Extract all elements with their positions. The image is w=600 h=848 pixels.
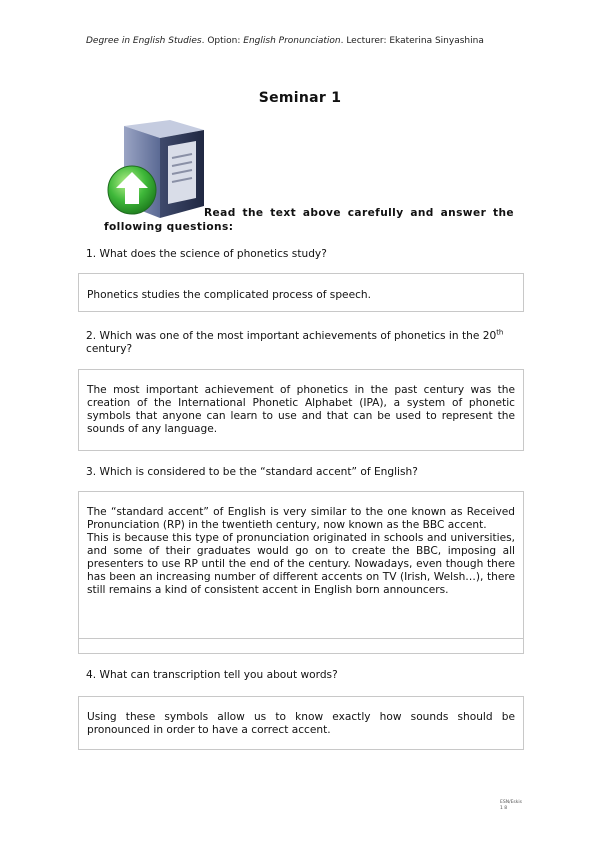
answer-box-4 bbox=[78, 696, 524, 750]
question-2-sup: th bbox=[496, 328, 504, 337]
page-title: Seminar 1 bbox=[258, 90, 342, 106]
answer-1-text: Phonetics studies the complicated process of speech. bbox=[87, 289, 371, 301]
question-1: 1. What does the science of phonetics study? bbox=[86, 248, 327, 260]
answer-2-text: The most important achievement of phonetics in the past century was the creation of the International Phonetic Alphabet (IPA), a system of phonetic symbols that anyone can learn to use and that can be used to represent the sounds of any language. bbox=[87, 384, 515, 435]
header-option-label: . Option: bbox=[201, 36, 244, 46]
header-degree: Degree in English Studies bbox=[86, 36, 202, 46]
answer-box-1 bbox=[78, 273, 524, 312]
footer-line-1: ESN/Eskis bbox=[500, 800, 522, 805]
header-option: English Pronunciation bbox=[243, 36, 341, 46]
instruction-text: Read the text above carefully and answer the following questions: bbox=[104, 207, 514, 233]
question-2-text: 2. Which was one of the most important achievements of phonetics in the 20 bbox=[86, 330, 497, 342]
page-header bbox=[86, 36, 484, 46]
answer-3-paragraph-2: This is because this type of pronunciation originated in schools and universities, and some of their graduates would go on to create the BBC, imposing all presenters to use RP until the end of the century. Nowadays, even though there has been an increasing number of different accents on TV (Irish, Welsh…), there still remains a kind of consistent accent in English born announcers. bbox=[87, 532, 515, 596]
question-4: 4. What can transcription tell you about words? bbox=[86, 669, 338, 681]
answer-box-3-divider bbox=[79, 638, 523, 639]
answer-4-text: Using these symbols allow us to know exactly how sounds should be pronounced in order to have a correct accent. bbox=[87, 711, 515, 736]
question-2 bbox=[86, 330, 526, 356]
answer-3-paragraph-1: The “standard accent” of English is very similar to the one known as Received Pronunciation (RP) in the twentieth century, now known as the BBC accent. bbox=[87, 506, 515, 531]
question-2-end: century? bbox=[86, 343, 133, 355]
answer-box-2 bbox=[78, 369, 524, 451]
header-lecturer: . Lecturer: Ekaterina Sinyashina bbox=[340, 36, 484, 46]
answer-box-3 bbox=[78, 491, 524, 654]
footer-line-2: 1 8 bbox=[500, 806, 508, 811]
page-footer bbox=[500, 800, 522, 812]
question-3: 3. Which is considered to be the “standard accent” of English? bbox=[86, 466, 418, 478]
